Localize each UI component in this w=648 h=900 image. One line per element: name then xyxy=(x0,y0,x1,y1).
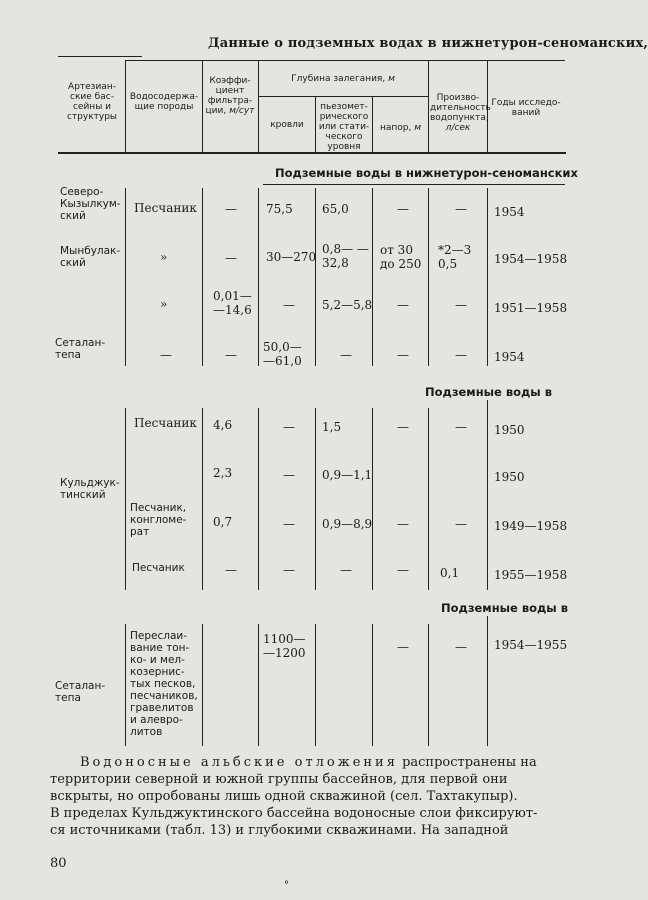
cell-roof: — xyxy=(283,420,295,434)
footer-mark: ° xyxy=(284,880,289,891)
paragraph-line1-rest: распространены на xyxy=(402,755,537,770)
body-divider xyxy=(315,188,316,366)
cell-piezo: 0,8— —32,8 xyxy=(322,242,369,270)
header-piezo: пьезомет-рического или стати-ческого уровня xyxy=(318,102,370,152)
cell-head: от 30 до 250 xyxy=(380,243,422,271)
cell-head: — xyxy=(397,517,409,531)
cell-piezo: 0,9—8,9 xyxy=(322,517,373,531)
cell-rocks: Песчаник xyxy=(132,562,185,574)
cell-basin: Мынбулак-ский xyxy=(60,245,121,269)
cell-prod: *2—3 0,5 xyxy=(438,243,472,271)
header-depth xyxy=(262,74,424,84)
cell-coef: 4,6 xyxy=(213,418,233,432)
header-top-line-left xyxy=(58,56,142,57)
body-divider xyxy=(202,408,203,590)
paragraph-line-4: В пределах Кульджуктинского бассейна водоносные слои фиксируют- xyxy=(50,806,538,821)
header-head-unit: м xyxy=(414,123,422,133)
paragraph-line-5: ся источниками (табл. 13) и глубокими скважинами. На западной xyxy=(50,823,509,838)
cell-prod: — xyxy=(455,420,467,434)
header-coef-unit: м/сут xyxy=(229,106,255,116)
cell-years: 1950 xyxy=(494,423,525,437)
body-divider xyxy=(428,624,429,746)
cell-roof: 30—270 xyxy=(266,250,317,264)
cell-roof: 50,0— —61,0 xyxy=(263,340,302,368)
cell-roof: — xyxy=(283,563,295,577)
cell-head: — xyxy=(397,202,409,216)
cell-prod: — xyxy=(455,202,467,216)
cell-years: 1951—1958 xyxy=(494,301,568,315)
section-title-2: Подземные воды в xyxy=(425,385,552,399)
section-title-3: Подземные воды в xyxy=(441,601,568,615)
paragraph-line-1 xyxy=(80,755,537,770)
cell-years: 1955—1958 xyxy=(494,568,568,582)
header-divider xyxy=(258,60,259,152)
cell-prod: 0,1 xyxy=(440,566,460,580)
cell-coef: — xyxy=(225,251,237,265)
cell-coef: — xyxy=(225,563,237,577)
cell-coef: — xyxy=(225,202,237,216)
header-coef xyxy=(204,76,256,116)
cell-rocks: — xyxy=(160,348,172,362)
cell-rocks: Переслаи-вание тон-ко- и мел-козернис-тых песков, песчаников, гравелитов и алевро-литов xyxy=(130,630,198,738)
cell-piezo: 1,5 xyxy=(322,420,342,434)
header-depth-text: Глубина залегания, xyxy=(291,74,386,84)
cell-years: 1954 xyxy=(494,350,525,364)
cell-roof: — xyxy=(283,468,295,482)
cell-rocks: » xyxy=(160,250,168,264)
header-head-text: напор, xyxy=(379,123,412,133)
cell-basin: Сеталан-тепа xyxy=(55,680,106,704)
cell-head: — xyxy=(397,348,409,362)
header-bottom-line xyxy=(58,152,566,154)
body-divider xyxy=(315,624,316,746)
body-divider xyxy=(125,624,126,746)
cell-basin: Сеталан-тепа xyxy=(55,337,106,361)
section-title-1: Подземные воды в нижнетурон-сеноманских xyxy=(275,166,578,180)
header-coef-text: Коэффи-циент фильтра-ции, xyxy=(205,76,253,116)
cell-coef: 2,3 xyxy=(213,466,233,480)
body-divider xyxy=(315,408,316,590)
depth-subheader-line xyxy=(258,96,428,97)
cell-piezo: — xyxy=(340,563,352,577)
header-divider xyxy=(202,60,203,152)
cell-head: — xyxy=(397,298,409,312)
paragraph-line-2: территории северной и южной группы бассейнов, для первой они xyxy=(50,772,508,787)
cell-prod: — xyxy=(455,348,467,362)
body-divider xyxy=(428,188,429,366)
cell-roof: 1100— —1200 xyxy=(263,632,306,660)
cell-rocks: Песчаник, конгломе-рат xyxy=(130,502,187,538)
cell-coef: 0,7 xyxy=(213,515,233,529)
cell-coef: — xyxy=(225,348,237,362)
cell-roof: 75,5 xyxy=(266,202,293,216)
header-prod-text: Произво-дительность водопункта, xyxy=(430,93,491,123)
header-prod-unit: л/сек xyxy=(445,123,471,133)
cell-roof: — xyxy=(283,517,295,531)
cell-prod: — xyxy=(455,517,467,531)
cell-years: 1950 xyxy=(494,470,525,484)
cell-rocks: Песчаник xyxy=(134,416,197,430)
body-divider xyxy=(202,188,203,366)
cell-head: — xyxy=(397,420,409,434)
body-divider xyxy=(125,408,126,590)
body-divider xyxy=(428,408,429,590)
cell-piezo: 0,9—1,1 xyxy=(322,468,373,482)
paragraph-line-3: вскрыты, но опробованы лишь одной скважиной (сел. Тахтакупыр). xyxy=(50,789,518,804)
body-divider xyxy=(487,400,488,590)
body-divider xyxy=(202,624,203,746)
cell-head: — xyxy=(397,640,409,654)
cell-years: 1954 xyxy=(494,205,525,219)
cell-basin: Кульджук-тинский xyxy=(60,477,120,501)
cell-years: 1949—1958 xyxy=(494,519,568,533)
body-divider xyxy=(372,188,373,366)
header-depth-unit: м xyxy=(388,74,395,84)
header-head xyxy=(374,123,427,133)
cell-coef: 0,01— —14,6 xyxy=(213,289,252,317)
cell-head: — xyxy=(397,563,409,577)
cell-rocks: Песчаник xyxy=(134,201,197,215)
cell-piezo: 65,0 xyxy=(322,202,349,216)
cell-years: 1954—1958 xyxy=(494,252,568,266)
header-basin: Артезиан-ские бас-сейны и структуры xyxy=(66,82,118,122)
header-divider xyxy=(125,60,126,152)
body-divider xyxy=(372,408,373,590)
cell-basin: Северо-Кызылкум-ский xyxy=(60,186,121,222)
header-rocks: Водосодержа-щие породы xyxy=(129,92,199,112)
header-roof: кровли xyxy=(270,120,304,130)
section-line-1 xyxy=(263,184,565,185)
header-top-line xyxy=(125,60,565,61)
header-divider xyxy=(428,60,429,152)
cell-roof: — xyxy=(283,298,295,312)
page-number: 80 xyxy=(50,856,67,871)
body-divider xyxy=(487,188,488,366)
header-divider xyxy=(372,96,373,152)
header-years: Годы исследо-ваний xyxy=(491,98,561,118)
page-title: Данные о подземных водах в нижнетурон-сеноманских, xyxy=(208,36,648,51)
cell-rocks: » xyxy=(160,297,168,311)
header-prod xyxy=(430,93,491,133)
body-divider xyxy=(258,188,259,366)
cell-piezo: — xyxy=(340,348,352,362)
header-divider xyxy=(315,96,316,152)
body-divider xyxy=(372,624,373,746)
body-divider xyxy=(258,408,259,590)
body-divider xyxy=(125,188,126,366)
cell-prod: — xyxy=(455,640,467,654)
cell-prod: — xyxy=(455,298,467,312)
paragraph-lead: Водоносные альбские отложения xyxy=(80,755,398,770)
cell-years: 1954—1955 xyxy=(494,638,568,652)
body-divider xyxy=(487,616,488,746)
cell-piezo: 5,2—5,8 xyxy=(322,298,373,312)
body-divider xyxy=(258,624,259,746)
